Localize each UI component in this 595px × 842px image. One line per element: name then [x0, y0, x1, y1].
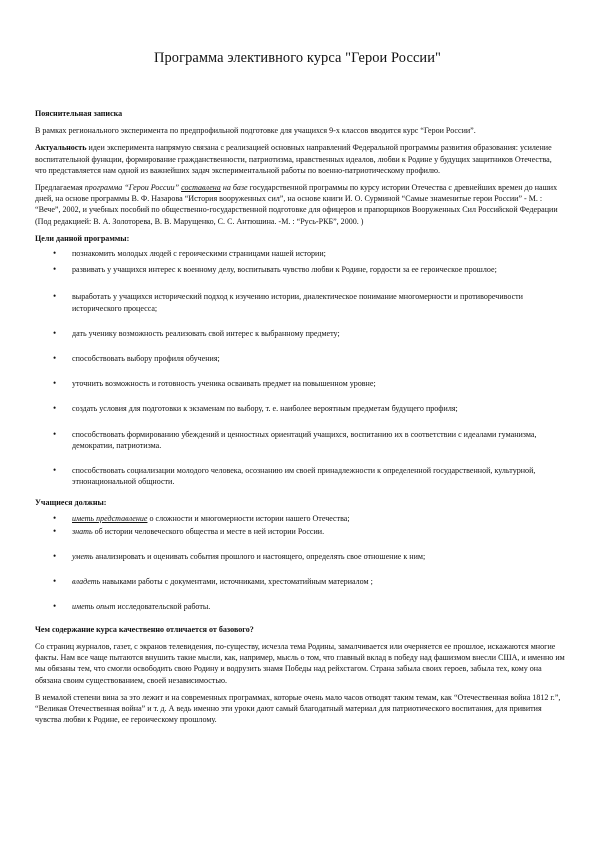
actuality-text: идеи эксперимента напрямую связана с реализацией основных направлений Федеральной программы развития образования: усиление воспитательной функции, формирование гражданственности, патриотизма, нравственных идеалов, любви к Родине у будущих защитников Отечества, что представляется нам одной из важнейших задач экспериментальной работы по военно-патриотическому профилю.	[35, 143, 552, 175]
skill-text: исследовательской работы.	[115, 602, 211, 612]
page-title: Программа элективного курса "Герои России"	[153, 50, 442, 66]
difference-paragraph-2: В немалой степени вина за это лежит и на современных программах, которые очень мало часов отводят таким темам, как “Отечественная война 1812 г.”, “Великая Отечественная война” и т. д. А ведь именно эти уроки дают самый благодатный материал для патриотического воспитания, для привития чувства любви к Родине, ее героическому прошлому.	[35, 692, 561, 725]
goals-heading: Цели данной программы:	[35, 233, 130, 243]
difference-paragraph-1: Со страниц журналов, газет, с экранов телевидения, по-существу, исчезла тема Родины, замалчивается или очерняется ее прошлое, искажаются многие факты. Нам все чаще пытаются внушить такие мысли, как, например, мысль о том, что главный вклад в победу над фашизмом внесли США, и именно им мы обязаны тем, что смогли освободить свою Родину и водрузить знамя Победы над рейхстагом. Страна забыла своих героев, забыла тех, кому она обязана своим существованием, своей независимостью.	[35, 641, 565, 685]
list-item: • уточнить возможность и готовность ученика осваивать предмет на повышенном уровне;	[35, 378, 565, 389]
list-item	[35, 526, 565, 537]
list-item	[35, 551, 565, 562]
offer-paragraph	[35, 182, 565, 227]
list-item: • познакомить молодых людей с героическими страницами нашей истории;	[35, 248, 565, 259]
skill-text: о сложности и многомерности истории нашего Отечества;	[147, 513, 350, 523]
offer-compiled: составлена	[181, 183, 221, 193]
skill-text: анализировать и оценивать события прошлого и настоящего, определять свое отношение к ним;	[93, 552, 426, 562]
list-item	[35, 601, 565, 612]
skill-keyword: иметь опыт	[72, 602, 116, 612]
note-paragraph: В рамках регионального эксперимента по предпрофильной подготовке для учащихся 9-х классов вводится курс “Герои России”.	[35, 126, 476, 136]
goals-list	[35, 248, 565, 487]
actuality-paragraph	[35, 142, 565, 176]
list-item: • выработать у учащихся исторический подход к изучению истории, диалектическое понимание многомерности и противоречивости исторического процесса;	[35, 291, 565, 313]
skill-text: навыками работы с документами, источниками, хрестоматийным материалом ;	[100, 577, 373, 587]
skill-text: об истории человеческого общества и месте в ней истории России.	[92, 526, 325, 536]
students-heading: Учащиеся должны:	[35, 498, 107, 508]
difference-heading: Чем содержание курса качественно отличается от базового?	[35, 624, 254, 634]
list-item: • дать ученику возможность реализовать свой интерес к выбранному предмету;	[35, 328, 565, 339]
students-list	[35, 513, 565, 613]
offer-text-f: государственной программы по курсу истории Отечества с древнейших времен до наших дней, на основе программы В. Ф. Назарова “История вооруженных сил”, на основе книги И. О. Сурминой “Самые знаменитые герои России” - М. : “Вече”, 2002, и учебных пособий по общественно-государственной подготовке для офицеров и прапорщиков Вооруженных Сил Российской Федерации (Под редакцией: В. А. Золоторева, В. В. Марущенко, С. С. Антюшина. -М. : “Русь-РКБ”, 2000. )	[35, 183, 558, 226]
list-item: • создать условия для подготовки к экзаменам по выбору, т. е. наиболее вероятным предметам будущего профиля;	[35, 403, 565, 414]
skill-keyword: уметь	[72, 552, 94, 562]
list-item: • развивать у учащихся интерес к военному делу, воспитывать чувство любви к Родине, гордости за ее героическое прошлое;	[35, 264, 565, 275]
list-item	[35, 576, 565, 587]
offer-text-a: Предлагаемая	[35, 183, 85, 193]
document-body	[35, 108, 565, 725]
offer-program-name: программа “Герои России”	[84, 183, 180, 193]
skill-keyword: знать	[72, 526, 93, 536]
list-item: • способствовать социализации молодого человека, осознанию им своей принадлежности к определенной государственной, культурной, этнонациональной общности.	[35, 465, 565, 487]
list-item: • способствовать формированию убеждений и ценностных ориентаций учащихся, воспитанию их в соответствии с идеалами гуманизма, демократии, патриотизма.	[35, 429, 565, 451]
skill-keyword: владеть	[72, 577, 101, 587]
offer-based-on: на базе	[220, 183, 248, 193]
list-item	[35, 513, 565, 524]
skill-keyword: иметь представление	[72, 513, 148, 523]
actuality-label: Актуальность	[35, 143, 87, 153]
note-heading: Пояснительная записка	[35, 109, 123, 118]
list-item: • способствовать выбору профиля обучения;	[35, 353, 565, 364]
